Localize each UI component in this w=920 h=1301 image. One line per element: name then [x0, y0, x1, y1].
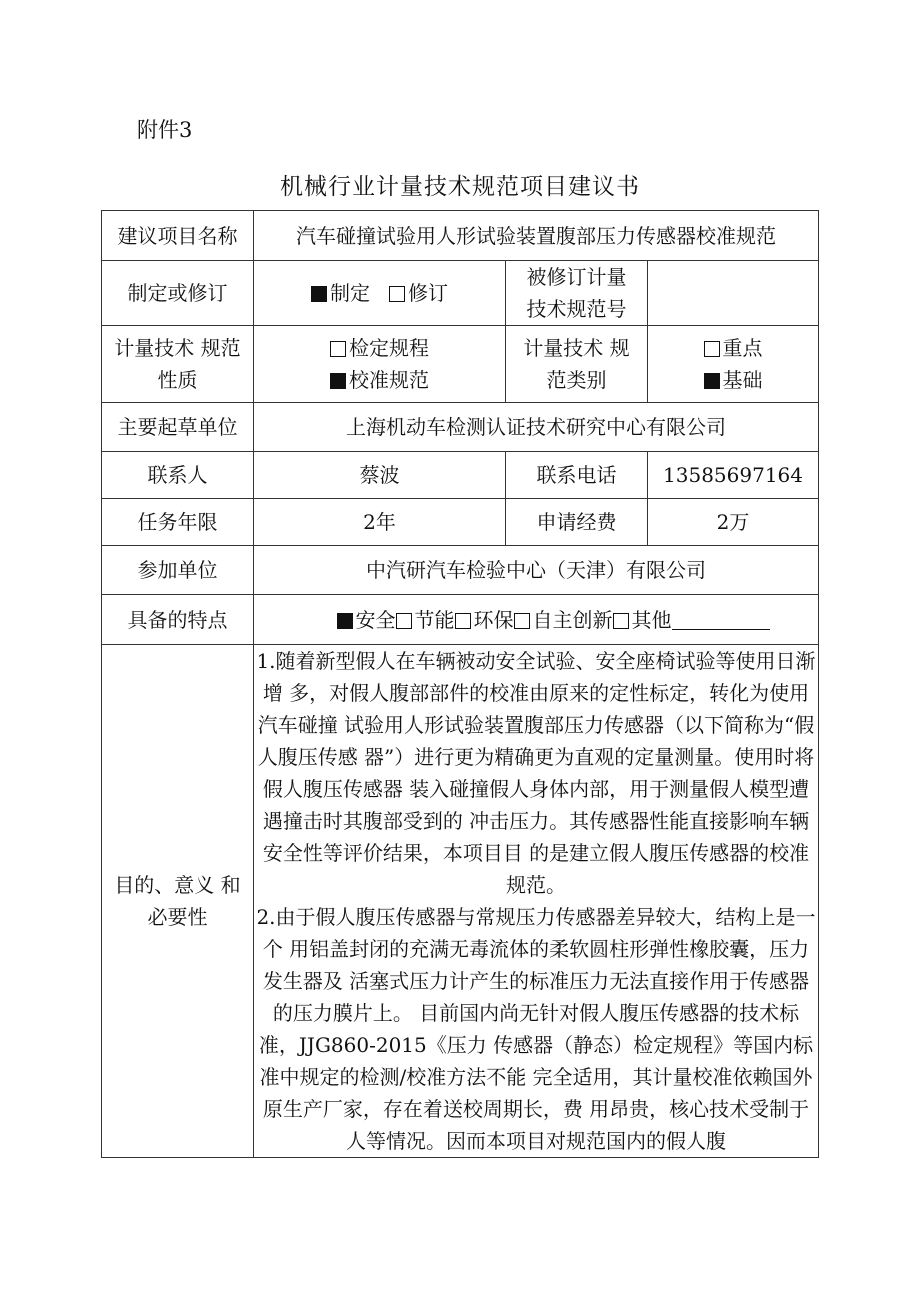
feature-environment-label: 环保	[473, 607, 514, 632]
revised-spec-value[interactable]	[648, 261, 819, 326]
proposal-form-table	[101, 210, 819, 1158]
purpose-label-line1: 目的、意义 和	[114, 873, 241, 897]
nature-label-line2: 性质	[157, 368, 198, 392]
revision-options	[254, 261, 506, 326]
revised-spec-label-line1: 被修订计量	[526, 265, 627, 289]
verification-checkbox[interactable]	[330, 341, 346, 357]
row-purpose	[102, 645, 819, 1158]
project-name-label: 建议项目名称	[102, 211, 254, 261]
contact-label: 联系人	[102, 452, 254, 499]
feature-safety-label: 安全	[355, 607, 396, 632]
drafting-unit-value: 上海机动车检测认证技术研究中心有限公司	[254, 403, 819, 452]
basic-option-label: 基础	[722, 368, 763, 392]
nature-label-line1: 计量技术 规范	[114, 336, 241, 360]
revision-label: 制定或修订	[102, 261, 254, 326]
nature-options	[254, 326, 506, 403]
feature-safety-checkbox[interactable]	[337, 613, 353, 629]
term-value: 2年	[254, 499, 506, 546]
calibration-option-label: 校准规范	[349, 368, 429, 392]
feature-energy-label: 节能	[414, 607, 455, 632]
category-label-line1: 计量技术 规	[523, 336, 630, 360]
row-drafting-unit	[102, 403, 819, 452]
phone-value: 13585697164	[648, 452, 819, 499]
funding-label: 申请经费	[506, 499, 648, 546]
key-checkbox[interactable]	[704, 341, 720, 357]
feature-other-checkbox[interactable]	[613, 613, 629, 629]
project-name-value: 汽车碰撞试验用人形试验装置腹部压力传感器校准规范	[254, 211, 819, 261]
feature-environment-checkbox[interactable]	[455, 613, 471, 629]
features-options	[254, 595, 819, 645]
feature-innovation-checkbox[interactable]	[514, 613, 530, 629]
feature-innovation-label: 自主创新	[532, 607, 613, 632]
term-label: 任务年限	[102, 499, 254, 546]
feature-other-blank[interactable]	[672, 611, 770, 630]
verification-option-label: 检定规程	[349, 336, 429, 360]
row-revision	[102, 261, 819, 326]
calibration-checkbox[interactable]	[330, 373, 346, 389]
participant-value: 中汽研汽车检验中心（天津）有限公司	[254, 546, 819, 595]
feature-energy-checkbox[interactable]	[396, 613, 412, 629]
category-label	[506, 326, 648, 403]
revise-checkbox[interactable]	[389, 286, 405, 302]
purpose-paragraph-2: 2.由于假人腹压传感器与常规压力传感器差异较大，结构上是一个 用铝盖封闭的充满无毒流体的柔软圆柱形弹性橡胶囊，压力发生器及 活塞式压力计产生的标准压力无法直接作用于传感器的压力膜片上。 目前国内尚无针对假人腹压传感器的技术标准，JJG860-2015《压力 传感器（静态）检定规程》等国内标准中规定的检测/校准方法不能 完全适用，其计量校准依赖国外原生产厂家，存在着送校周期长，费 用昂贵，核心技术受制于人等情况。因而本项目对规范国内的假人腹	[256, 905, 816, 1153]
attachment-label: 附件3	[137, 118, 193, 142]
revised-spec-label-line2: 技术规范号	[526, 297, 627, 321]
key-option-label: 重点	[722, 336, 763, 360]
row-nature	[102, 326, 819, 403]
drafting-unit-label: 主要起草单位	[102, 403, 254, 452]
category-options	[648, 326, 819, 403]
contact-value: 蔡波	[254, 452, 506, 499]
purpose-text	[254, 645, 819, 1158]
row-term	[102, 499, 819, 546]
revised-spec-label	[506, 261, 648, 326]
purpose-label-line2: 必要性	[147, 905, 208, 929]
features-label: 具备的特点	[102, 595, 254, 645]
participant-label: 参加单位	[102, 546, 254, 595]
row-project-name	[102, 211, 819, 261]
phone-label: 联系电话	[506, 452, 648, 499]
basic-checkbox[interactable]	[704, 373, 720, 389]
row-features	[102, 595, 819, 645]
establish-checkbox[interactable]	[311, 286, 327, 302]
category-label-line2: 范类别	[546, 368, 607, 392]
nature-label	[102, 326, 254, 403]
row-contact	[102, 452, 819, 499]
row-participant	[102, 546, 819, 595]
purpose-label	[102, 645, 254, 1158]
establish-option-label: 制定	[329, 281, 370, 305]
purpose-paragraph-1: 1.随着新型假人在车辆被动安全试验、安全座椅试验等使用日渐增 多，对假人腹部部件的校准由原来的定性标定，转化为使用汽车碰撞 试验用人形试验装置腹部压力传感器（以下简称为“假人腹压传感 器”）进行更为精确更为直观的定量测量。使用时将假人腹压传感器 装入碰撞假人身体内部，用于测量假人模型遭遇撞击时其腹部受到的 冲击压力。其传感器性能直接影响车辆安全性等评价结果，本项目目 的是建立假人腹压传感器的校准规范。	[256, 649, 816, 897]
revise-option-label: 修订	[408, 281, 449, 305]
feature-other-label: 其他	[631, 607, 672, 632]
document-title: 机械行业计量技术规范项目建议书	[280, 174, 640, 200]
funding-value: 2万	[648, 499, 819, 546]
